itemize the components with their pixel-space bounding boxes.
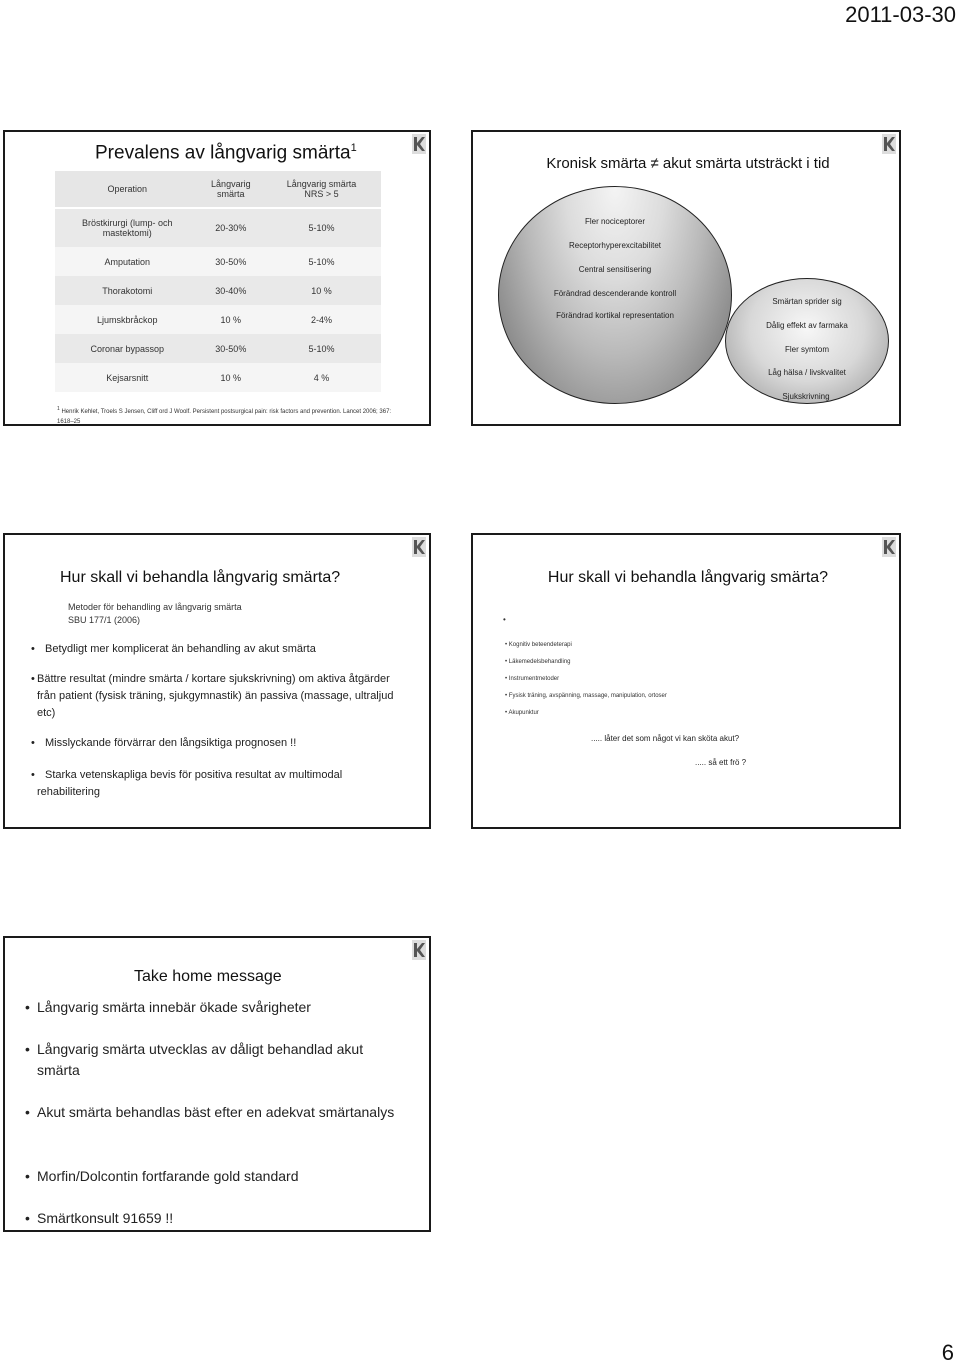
bullet-dot: • [25, 1168, 30, 1184]
list-item: • Långvarig smärta utvecklas av dåligt behandlad akut smärta [25, 1041, 364, 1078]
page-date: 2011-03-30 [845, 2, 956, 27]
k-logo-icon [412, 134, 426, 154]
k-logo-icon [412, 940, 426, 960]
circle-text: Dålig effekt av farmaka [766, 321, 848, 330]
slide-title: Kronisk smärta ≠ akut smärta utsträckt i tid [546, 155, 830, 172]
bullet-dot: • [31, 673, 35, 685]
k-logo-icon [882, 537, 896, 557]
slide-title: Prevalens av långvarig smärta$^1$ [95, 142, 357, 164]
table-row [55, 334, 381, 363]
list-item: • Instrumentmetoder [505, 676, 560, 682]
bullet-dot: • [31, 769, 35, 781]
column-header: Långvarig smärta [200, 171, 263, 208]
list-item: • Betydligt mer komplicerat än behandling av akut smärta [37, 641, 397, 658]
table-cell: 30-50% [215, 256, 247, 267]
slide-chronic-pain [471, 130, 901, 426]
slide-title: Hur skall vi behandla långvarig smärta? [60, 569, 341, 586]
slide-title: Take home message [134, 968, 282, 985]
table-row [55, 305, 381, 334]
subtitle-line: Metoder för behandling av långvarig smärta [68, 602, 242, 612]
list-item: • Akupunktur [505, 710, 539, 716]
table-cell: 2-4% [311, 314, 333, 325]
table-cell: 5-10% [308, 256, 335, 267]
table-cell: Thorakotomi [102, 285, 153, 296]
page-number: 6 [941, 1340, 954, 1365]
list-item: • Läkemedelsbehandling [505, 659, 571, 665]
table-row [55, 363, 381, 392]
column-header: Operation [55, 171, 200, 208]
table-cell: 30-50% [215, 343, 247, 354]
table-cell: 10 % [220, 372, 242, 383]
bullet-dot: • [25, 999, 30, 1015]
circle-text: Central sensitisering [578, 265, 652, 274]
table-cell: 20-30% [215, 223, 247, 233]
circle-text: Receptorhyperexcitabilitet [568, 241, 662, 250]
list-item: • Kognitiv beteendeterapi [505, 642, 572, 648]
bullet-dot: • [503, 615, 506, 624]
k-logo-icon [412, 537, 426, 557]
list-item: • Fysisk träning, avspänning, massage, manipulation, ortoser [505, 693, 667, 699]
bullet-dot: • [31, 643, 35, 655]
table-row [55, 276, 381, 305]
table-row [55, 208, 381, 247]
circle-text: Sjukskrivning [782, 392, 830, 401]
note-text: ..... så ett frö ? [695, 758, 747, 767]
reference-footnote: $^1$ Henrik Kehlet, Troels S Jensen, Cliff ord J Woolf. Persistent postsurgical pain: risk factors and prevention. Lancet 2006; 367: 1618–25 [57, 406, 392, 425]
list-item: • Bättre resultat (mindre smärta / kortare sjukskrivning) om aktiva åtgärder från patient (fysisk träning, sjukgymnastik) än passiva (massage, ultraljud etc) [31, 673, 394, 719]
table-cell: 10 % [311, 285, 332, 296]
list-item: • Misslyckande förvärrar den långsiktiga prognosen !! [37, 735, 397, 752]
slide-subtitle [68, 601, 242, 627]
slide-take-home [3, 936, 431, 1232]
circle-text: Fler symtom [785, 345, 829, 354]
table-cell: 5-10% [308, 223, 335, 233]
bullet-dot: • [31, 737, 35, 749]
slide-title: Hur skall vi behandla långvarig smärta? [547, 569, 829, 586]
column-header: Långvarig smärta NRS > 5 [262, 171, 381, 208]
circle-text: Fler nociceptorer [584, 217, 646, 226]
circle-text: Förändrad kortikal representation [556, 311, 674, 320]
table-cell: 5-10% [308, 343, 335, 354]
circle-text: Smärtan sprider sig [772, 297, 842, 306]
slide-prevalence [3, 130, 431, 426]
bullet-dot: • [25, 1041, 30, 1057]
circle-text: Förändrad descenderande kontroll [553, 289, 677, 298]
table-cell: Kejsarsnitt [106, 372, 149, 383]
table-cell: 30-40% [215, 285, 247, 296]
table-cell: Bröstkirurgi (lump- och mastektomi) [81, 218, 173, 238]
table-cell: Amputation [104, 256, 151, 267]
table-row [55, 247, 381, 276]
list-item: • Smärtkonsult 91659 !! [37, 1208, 407, 1229]
table-cell: Ljumskbråckop [96, 314, 158, 325]
bullet-dot: • [25, 1104, 30, 1120]
subtitle-line: SBU 177/1 (2006) [68, 615, 141, 625]
list-item: • Långvarig smärta innebär ökade svårigheter [37, 997, 407, 1018]
list-item: • Akut smärta behandlas bäst efter en adekvat smärtanalys [37, 1102, 407, 1123]
table-cell: Coronar bypassop [90, 343, 165, 354]
note-text: ..... låter det som något vi kan sköta akut? [591, 734, 740, 743]
mechanisms-circle [498, 186, 732, 404]
slide-treatment [3, 533, 431, 829]
bullet-dot: • [25, 1210, 30, 1226]
k-logo-icon [882, 134, 896, 154]
slide-treatment-methods [471, 533, 901, 829]
list-item: • Morfin/Dolcontin fortfarande gold standard [37, 1166, 407, 1187]
table-cell: 4 % [313, 372, 330, 383]
consequences-circle [725, 278, 889, 404]
prevalence-table [55, 171, 381, 392]
list-item: • Starka vetenskapliga bevis för positiva resultat av multimodal rehabilitering [31, 769, 343, 798]
circle-text: Låg hälsa / livskvalitet [768, 368, 846, 377]
table-cell: 10 % [220, 314, 242, 325]
